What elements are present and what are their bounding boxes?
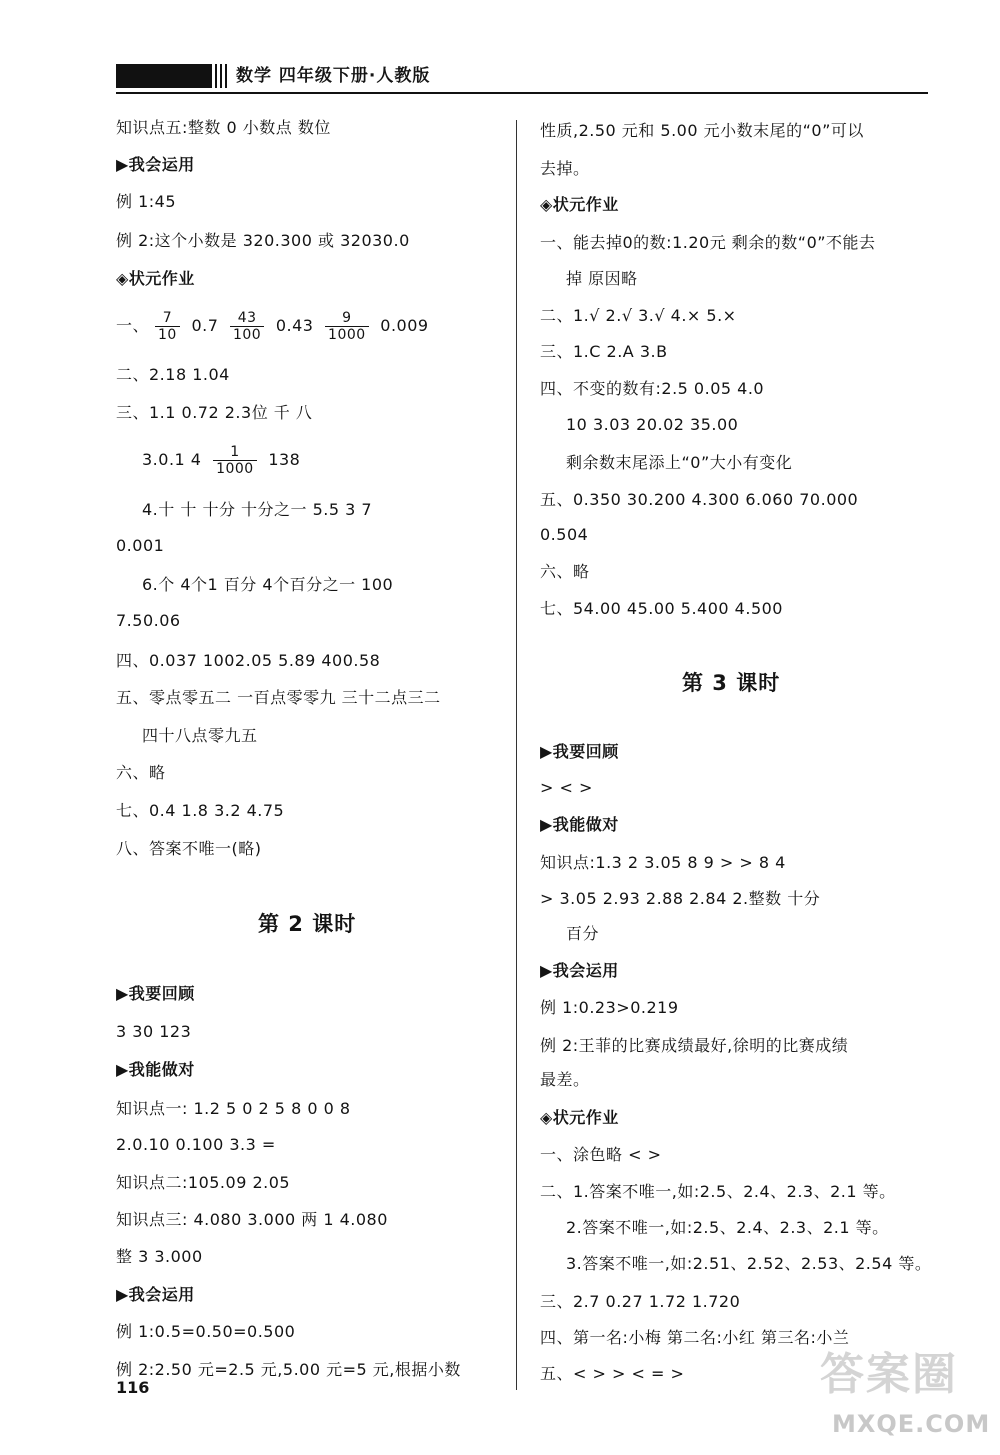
answer-line: 二、1.答案不唯一,如:2.5、2.4、2.3、2.1 等。 — [540, 1182, 896, 1201]
section-heading: ▶我会运用 — [540, 961, 619, 980]
fraction — [155, 310, 180, 343]
header-title: 数学 四年级下册·人教版 — [236, 66, 431, 86]
answer-line: 例 2:这个小数是 320.300 或 32030.0 — [116, 231, 410, 250]
answer-line: 掉 原因略 — [566, 269, 638, 288]
section-heading: ▶我要回顾 — [116, 984, 195, 1003]
fraction — [230, 310, 264, 343]
answer-line: 三、1.C 2.A 3.B — [540, 342, 668, 361]
answer-line: 二、1.√ 2.√ 3.√ 4.× 5.× — [540, 306, 737, 325]
answer-line: 七、0.4 1.8 3.2 4.75 — [116, 801, 285, 820]
section-heading: ▶我要回顾 — [540, 742, 619, 761]
answer-line: 百分 — [566, 924, 600, 943]
denominator: 1000 — [216, 461, 254, 477]
answer-line: 最差。 — [540, 1070, 590, 1089]
answer-line: > 3.05 2.93 2.88 2.84 2.整数 十分 — [540, 889, 821, 908]
fraction — [325, 310, 369, 343]
answer-line: 0.001 — [116, 536, 165, 555]
answer-line: 二、2.18 1.04 — [116, 365, 230, 384]
answer-line-fraction — [116, 440, 300, 480]
answer-line: 6.个 4个1 百分 4个百分之一 100 — [142, 575, 394, 594]
answer-line: 例 1:0.23>0.219 — [540, 998, 679, 1017]
section-heading: ▶我会运用 — [116, 1285, 195, 1304]
header-black-bar — [116, 64, 212, 88]
answer-line: 一、能去掉0的数:1.20元 剩余的数“0”不能去 — [540, 233, 876, 252]
item-prefix: 一、 — [116, 316, 150, 335]
watermark-logo: 答案圈 — [820, 1349, 958, 1400]
numerator: 9 — [325, 310, 369, 327]
answer-line: 例 1:45 — [116, 192, 177, 211]
answer-line: 整 3 3.000 — [116, 1247, 203, 1266]
answer-line: 性质,2.50 元和 5.00 元小数末尾的“0”可以 — [540, 121, 864, 140]
answer-value: 0.43 — [275, 316, 314, 335]
answer-line: 3 30 123 — [116, 1022, 192, 1041]
answer-line: 3.答案不唯一,如:2.51、2.52、2.53、2.54 等。 — [566, 1254, 932, 1273]
denominator: 10 — [158, 327, 177, 343]
answer-line: 七、54.00 45.00 5.400 4.500 — [540, 599, 783, 618]
answer-line: 六、略 — [116, 763, 166, 782]
fraction — [213, 444, 257, 477]
answer-line: 知识点五:整数 0 小数点 数位 — [116, 118, 331, 137]
answer-line: 三、2.7 0.27 1.72 1.720 — [540, 1292, 741, 1311]
answer-line: > < > — [540, 778, 593, 797]
numerator: 7 — [155, 310, 180, 327]
answer-line: 去掉。 — [540, 159, 590, 178]
answer-value: 0.009 — [380, 316, 429, 335]
section-heading: ▶我能做对 — [540, 815, 619, 834]
section-heading: ▶我能做对 — [116, 1060, 195, 1079]
watermark-url: MXQE.COM — [832, 1410, 991, 1438]
answer-line: 知识点:1.3 2 3.05 8 9 > > 8 4 — [540, 853, 786, 872]
answer-line-fractions — [116, 306, 429, 346]
answer-line: 例 2:王菲的比赛成绩最好,徐明的比赛成绩 — [540, 1036, 849, 1055]
page-number: 116 — [116, 1378, 150, 1397]
answer-line: 0.504 — [540, 525, 589, 544]
lesson-title: 第 3 课时 — [682, 671, 781, 695]
numerator: 1 — [213, 444, 257, 461]
answer-line: 知识点三: 4.080 3.000 两 1 4.080 — [116, 1210, 388, 1229]
header-bar-lines — [215, 64, 229, 88]
section-heading: ◈状元作业 — [540, 1108, 619, 1127]
answer-line: 五、< > > < = > — [540, 1364, 685, 1383]
answer-line: 四十八点零九五 — [142, 726, 258, 745]
answer-line: 2.答案不唯一,如:2.5、2.4、2.3、2.1 等。 — [566, 1218, 889, 1237]
column-divider — [516, 120, 517, 1390]
answer-line: 一、涂色略 < > — [540, 1145, 662, 1164]
answer-line: 10 3.03 20.02 35.00 — [566, 415, 739, 434]
numerator: 43 — [230, 310, 264, 327]
answer-line: 六、略 — [540, 562, 590, 581]
answer-line: 4.十 十 十分 十分之一 5.5 3 7 — [142, 500, 373, 519]
section-heading: ◈状元作业 — [540, 195, 619, 214]
answer-value: 3.0.1 4 — [142, 450, 202, 469]
lesson-title: 第 2 课时 — [258, 912, 357, 936]
answer-line: 例 1:0.5=0.50=0.500 — [116, 1322, 296, 1341]
answer-line: 四、0.037 1002.05 5.89 400.58 — [116, 651, 381, 670]
answer-line: 三、1.1 0.72 2.3位 千 八 — [116, 403, 313, 422]
header-rule — [116, 92, 928, 94]
watermark — [820, 1338, 990, 1448]
answer-line: 知识点二:105.09 2.05 — [116, 1173, 291, 1192]
answer-line: 五、零点零五二 一百点零零九 三十二点三二 — [116, 688, 441, 707]
answer-line: 知识点一: 1.2 5 0 2 5 8 0 0 8 — [116, 1099, 351, 1118]
answer-line: 五、0.350 30.200 4.300 6.060 70.000 — [540, 490, 859, 509]
answer-line: 例 2:2.50 元=2.5 元,5.00 元=5 元,根据小数 — [116, 1360, 461, 1379]
denominator: 1000 — [328, 327, 366, 343]
answer-line: 2.0.10 0.100 3.3 = — [116, 1135, 276, 1154]
answer-line: 四、不变的数有:2.5 0.05 4.0 — [540, 379, 765, 398]
section-heading: ▶我会运用 — [116, 155, 195, 174]
answer-line: 7.50.06 — [116, 611, 181, 630]
answer-line: 八、答案不唯一(略) — [116, 839, 262, 858]
answer-value: 0.7 — [191, 316, 219, 335]
answer-line: 剩余数末尾添上“0”大小有变化 — [566, 453, 793, 472]
denominator: 100 — [232, 327, 262, 343]
answer-value: 138 — [268, 450, 301, 469]
answer-line: 四、第一名:小梅 第二名:小红 第三名:小兰 — [540, 1328, 850, 1347]
section-heading: ◈状元作业 — [116, 269, 195, 288]
